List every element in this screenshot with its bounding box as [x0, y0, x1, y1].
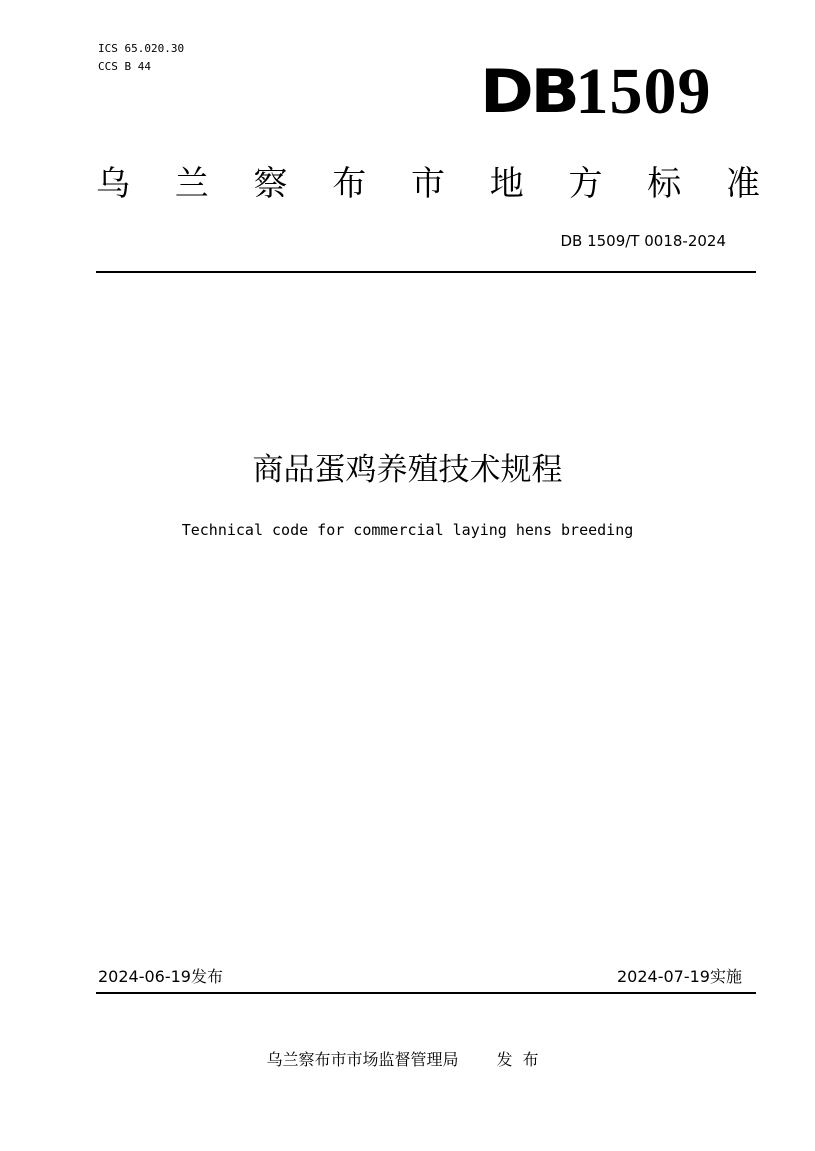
issuer-action: 发布	[496, 1050, 549, 1069]
standard-type-char: 兰	[174, 164, 209, 204]
bottom-divider	[96, 992, 756, 994]
db-standard-mark	[480, 55, 712, 128]
standard-type-char: 地	[489, 164, 524, 204]
standard-type-title	[96, 160, 760, 208]
ics-code: ICS 65.020.30	[98, 42, 185, 55]
db-number: 1509	[575, 55, 712, 128]
effective-date: 2024-07-19实施	[617, 967, 742, 986]
standard-type-char: 乌	[96, 164, 130, 204]
ccs-code: CCS B 44	[98, 60, 151, 73]
top-divider	[96, 271, 756, 273]
standard-type-char: 布	[332, 164, 367, 204]
standard-type-char: 准	[726, 164, 760, 204]
standard-type-char: 市	[411, 164, 445, 204]
standard-code: DB 1509/T 0018-2024	[560, 232, 726, 250]
standard-type-char: 察	[253, 164, 288, 204]
standard-type-char: 标	[647, 164, 682, 204]
document-title-en: Technical code for commercial laying hens breeding	[181, 521, 634, 539]
db-prefix: DB	[480, 57, 577, 127]
document-title-cn: 商品蛋鸡养殖技术规程	[252, 452, 563, 488]
issuer-name: 乌兰察布市市场监督管理局	[266, 1050, 459, 1069]
issuer-line	[0, 1049, 815, 1071]
standard-type-char: 方	[568, 164, 603, 204]
publish-date: 2024-06-19发布	[98, 967, 223, 986]
